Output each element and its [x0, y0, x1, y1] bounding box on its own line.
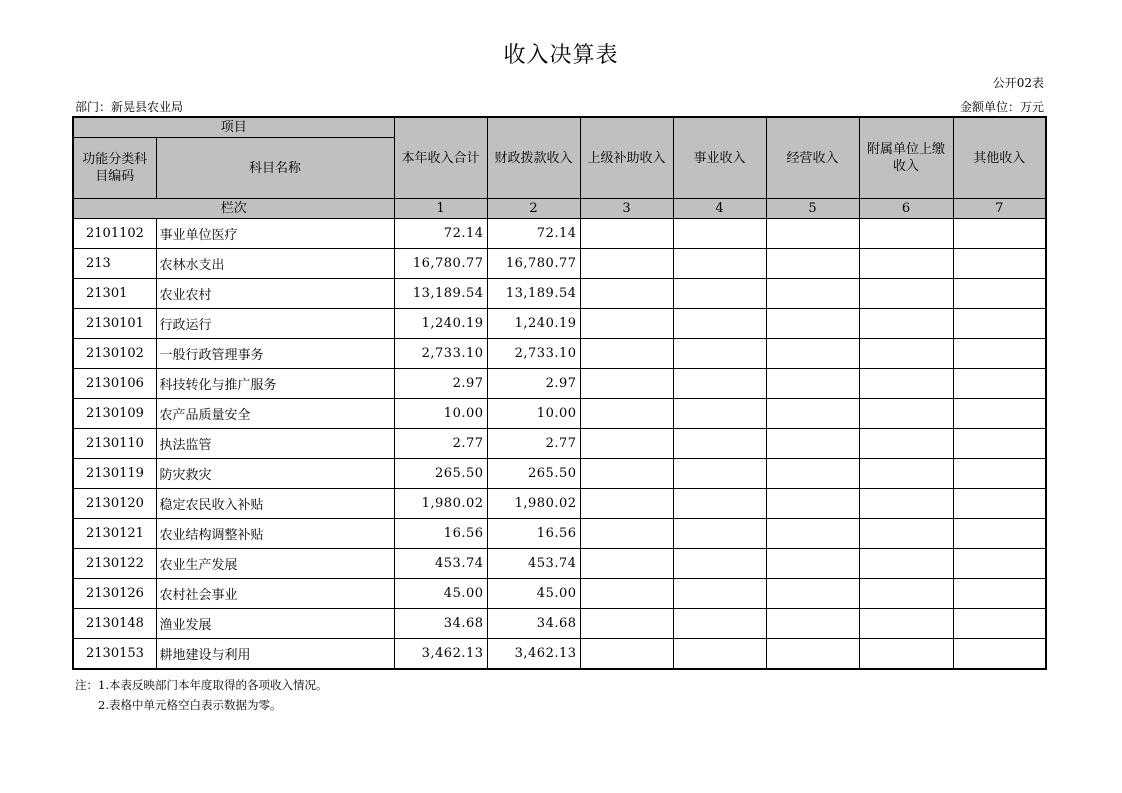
- row-empty-cell: [673, 609, 766, 639]
- row-empty-cell: [673, 219, 766, 249]
- row-empty-cell: [673, 339, 766, 369]
- row-empty-cell: [953, 279, 1046, 309]
- col-header: 附属单位上缴收入: [859, 117, 953, 199]
- row-code-cell: 2130110: [73, 429, 156, 459]
- row-empty-cell: [580, 339, 673, 369]
- row-total-cell: 13,189.54: [394, 279, 487, 309]
- code-col-header: 功能分类科目编码: [73, 138, 156, 199]
- row-name-cell: 农村社会事业: [156, 579, 394, 609]
- row-fiscal-cell: 2.97: [487, 369, 580, 399]
- row-empty-cell: [859, 579, 953, 609]
- row-total-cell: 2.77: [394, 429, 487, 459]
- row-name-cell: 农业农村: [156, 279, 394, 309]
- index-cell: 3: [580, 199, 673, 219]
- row-empty-cell: [580, 219, 673, 249]
- row-name-cell: 科技转化与推广服务: [156, 369, 394, 399]
- row-total-cell: 34.68: [394, 609, 487, 639]
- row-code-cell: 2130106: [73, 369, 156, 399]
- income-table: [72, 116, 1047, 670]
- row-empty-cell: [580, 369, 673, 399]
- row-empty-cell: [580, 249, 673, 279]
- table-row: [73, 459, 1046, 489]
- row-empty-cell: [859, 309, 953, 339]
- row-empty-cell: [766, 459, 859, 489]
- row-empty-cell: [953, 249, 1046, 279]
- row-code-cell: 2130148: [73, 609, 156, 639]
- row-total-cell: 45.00: [394, 579, 487, 609]
- index-cell: 1: [394, 199, 487, 219]
- table-row: [73, 489, 1046, 519]
- row-fiscal-cell: 2,733.10: [487, 339, 580, 369]
- row-fiscal-cell: 1,980.02: [487, 489, 580, 519]
- name-col-header: 科目名称: [156, 138, 394, 199]
- row-name-cell: 执法监管: [156, 429, 394, 459]
- row-fiscal-cell: 34.68: [487, 609, 580, 639]
- row-total-cell: 453.74: [394, 549, 487, 579]
- row-empty-cell: [953, 519, 1046, 549]
- row-total-cell: 3,462.13: [394, 639, 487, 670]
- row-code-cell: 2130153: [73, 639, 156, 670]
- index-cell: 5: [766, 199, 859, 219]
- row-name-cell: 防灾救灾: [156, 459, 394, 489]
- table-row: [73, 369, 1046, 399]
- col-header: 其他收入: [953, 117, 1046, 199]
- row-empty-cell: [766, 399, 859, 429]
- row-empty-cell: [859, 549, 953, 579]
- row-empty-cell: [766, 639, 859, 670]
- row-name-cell: 行政运行: [156, 309, 394, 339]
- row-empty-cell: [580, 309, 673, 339]
- row-code-cell: 2130102: [73, 339, 156, 369]
- row-empty-cell: [766, 279, 859, 309]
- item-group-header: 项目: [73, 117, 394, 138]
- table-row: [73, 579, 1046, 609]
- row-empty-cell: [953, 549, 1046, 579]
- index-cell: 7: [953, 199, 1046, 219]
- row-empty-cell: [673, 369, 766, 399]
- row-empty-cell: [766, 369, 859, 399]
- row-total-cell: 72.14: [394, 219, 487, 249]
- row-empty-cell: [859, 279, 953, 309]
- col-header: 本年收入合计: [394, 117, 487, 199]
- table-row: [73, 219, 1046, 249]
- row-empty-cell: [580, 579, 673, 609]
- row-empty-cell: [953, 579, 1046, 609]
- row-empty-cell: [580, 399, 673, 429]
- row-empty-cell: [580, 519, 673, 549]
- row-code-cell: 2130121: [73, 519, 156, 549]
- table-row: [73, 639, 1046, 670]
- row-total-cell: 1,240.19: [394, 309, 487, 339]
- row-empty-cell: [859, 249, 953, 279]
- row-code-cell: 21301: [73, 279, 156, 309]
- row-empty-cell: [766, 429, 859, 459]
- row-code-cell: 2130126: [73, 579, 156, 609]
- row-empty-cell: [953, 459, 1046, 489]
- row-total-cell: 10.00: [394, 399, 487, 429]
- row-empty-cell: [673, 429, 766, 459]
- col-header: 上级补助收入: [580, 117, 673, 199]
- row-name-cell: 稳定农民收入补贴: [156, 489, 394, 519]
- row-empty-cell: [766, 309, 859, 339]
- row-empty-cell: [673, 519, 766, 549]
- row-empty-cell: [859, 399, 953, 429]
- row-empty-cell: [766, 519, 859, 549]
- row-empty-cell: [953, 609, 1046, 639]
- index-cell: 2: [487, 199, 580, 219]
- row-empty-cell: [673, 489, 766, 519]
- table-row: [73, 279, 1046, 309]
- row-empty-cell: [673, 249, 766, 279]
- row-name-cell: 事业单位医疗: [156, 219, 394, 249]
- row-code-cell: 213: [73, 249, 156, 279]
- page-title: 收入决算表: [503, 43, 619, 68]
- row-empty-cell: [673, 549, 766, 579]
- row-empty-cell: [580, 279, 673, 309]
- row-fiscal-cell: 16.56: [487, 519, 580, 549]
- row-code-cell: 2130120: [73, 489, 156, 519]
- row-code-cell: 2130109: [73, 399, 156, 429]
- row-empty-cell: [953, 309, 1046, 339]
- row-empty-cell: [953, 369, 1046, 399]
- row-fiscal-cell: 72.14: [487, 219, 580, 249]
- row-code-cell: 2130101: [73, 309, 156, 339]
- row-name-cell: 农业生产发展: [156, 549, 394, 579]
- row-name-cell: 农业结构调整补贴: [156, 519, 394, 549]
- row-fiscal-cell: 1,240.19: [487, 309, 580, 339]
- col-header: 经营收入: [766, 117, 859, 199]
- department-label: 部门：新晃县农业局: [75, 100, 184, 114]
- table-row: [73, 519, 1046, 549]
- row-empty-cell: [673, 579, 766, 609]
- row-empty-cell: [580, 429, 673, 459]
- row-empty-cell: [859, 459, 953, 489]
- row-fiscal-cell: 2.77: [487, 429, 580, 459]
- row-empty-cell: [859, 519, 953, 549]
- row-name-cell: 渔业发展: [156, 609, 394, 639]
- note-2: 2.表格中单元格空白表示数据为零。: [98, 698, 282, 712]
- table-row: [73, 609, 1046, 639]
- row-fiscal-cell: 265.50: [487, 459, 580, 489]
- row-empty-cell: [673, 459, 766, 489]
- row-name-cell: 耕地建设与利用: [156, 639, 394, 670]
- row-empty-cell: [953, 429, 1046, 459]
- index-label: 栏次: [73, 199, 394, 219]
- row-empty-cell: [859, 609, 953, 639]
- row-empty-cell: [953, 399, 1046, 429]
- row-empty-cell: [766, 609, 859, 639]
- index-cell: 6: [859, 199, 953, 219]
- row-fiscal-cell: 10.00: [487, 399, 580, 429]
- note-1: 注：1.本表反映部门本年度取得的各项收入情况。: [75, 678, 328, 692]
- row-total-cell: 265.50: [394, 459, 487, 489]
- row-empty-cell: [766, 339, 859, 369]
- col-header: 财政拨款收入: [487, 117, 580, 199]
- row-total-cell: 1,980.02: [394, 489, 487, 519]
- row-total-cell: 2,733.10: [394, 339, 487, 369]
- row-empty-cell: [859, 489, 953, 519]
- row-total-cell: 2.97: [394, 369, 487, 399]
- row-code-cell: 2130119: [73, 459, 156, 489]
- amount-unit-label: 金额单位：万元: [959, 100, 1044, 114]
- row-empty-cell: [766, 549, 859, 579]
- row-empty-cell: [580, 609, 673, 639]
- row-code-cell: 2101102: [73, 219, 156, 249]
- row-empty-cell: [766, 249, 859, 279]
- row-fiscal-cell: 453.74: [487, 549, 580, 579]
- row-fiscal-cell: 13,189.54: [487, 279, 580, 309]
- row-fiscal-cell: 16,780.77: [487, 249, 580, 279]
- col-header: 事业收入: [673, 117, 766, 199]
- row-empty-cell: [673, 399, 766, 429]
- row-empty-cell: [859, 219, 953, 249]
- row-name-cell: 农林水支出: [156, 249, 394, 279]
- table-row: [73, 549, 1046, 579]
- row-empty-cell: [953, 639, 1046, 670]
- row-empty-cell: [859, 339, 953, 369]
- row-empty-cell: [766, 579, 859, 609]
- row-code-cell: 2130122: [73, 549, 156, 579]
- table-row: [73, 399, 1046, 429]
- row-empty-cell: [580, 489, 673, 519]
- table-row: [73, 339, 1046, 369]
- form-number: 公开02表: [992, 76, 1044, 90]
- row-total-cell: 16,780.77: [394, 249, 487, 279]
- row-empty-cell: [953, 489, 1046, 519]
- table-row: [73, 309, 1046, 339]
- row-empty-cell: [673, 639, 766, 670]
- row-empty-cell: [580, 459, 673, 489]
- row-empty-cell: [953, 339, 1046, 369]
- row-empty-cell: [580, 639, 673, 670]
- row-empty-cell: [673, 309, 766, 339]
- row-name-cell: 一般行政管理事务: [156, 339, 394, 369]
- row-empty-cell: [859, 369, 953, 399]
- row-fiscal-cell: 45.00: [487, 579, 580, 609]
- index-cell: 4: [673, 199, 766, 219]
- row-empty-cell: [766, 219, 859, 249]
- table-row: [73, 429, 1046, 459]
- row-empty-cell: [580, 549, 673, 579]
- table-row: [73, 249, 1046, 279]
- row-empty-cell: [673, 279, 766, 309]
- row-fiscal-cell: 3,462.13: [487, 639, 580, 670]
- row-total-cell: 16.56: [394, 519, 487, 549]
- row-empty-cell: [859, 639, 953, 670]
- row-empty-cell: [859, 429, 953, 459]
- row-name-cell: 农产品质量安全: [156, 399, 394, 429]
- row-empty-cell: [953, 219, 1046, 249]
- row-empty-cell: [766, 489, 859, 519]
